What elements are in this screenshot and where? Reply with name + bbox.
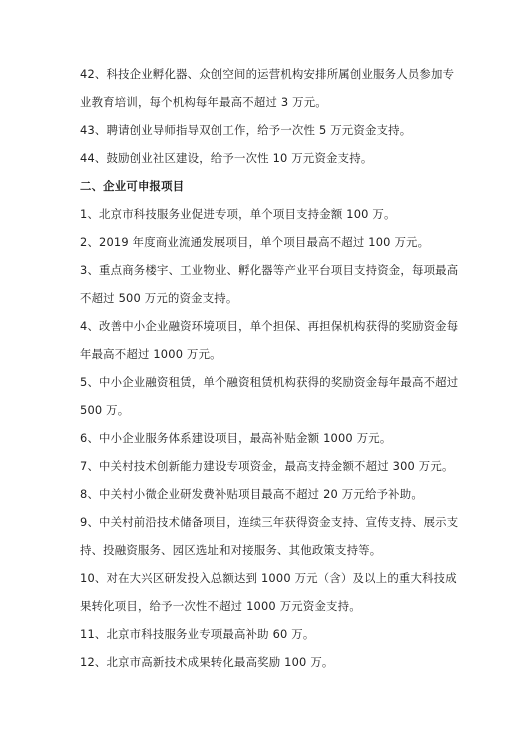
item-8: 8、中关村小微企业研发费补贴项目最高不超过 20 万元给予补助。 bbox=[80, 487, 423, 501]
item-6: 6、中小企业服务体系建设项目，最高补贴金额 1000 万元。 bbox=[80, 431, 392, 445]
item-9-line-1: 9、中关村前沿技术储备项目，连续三年获得资金支持、宣传支持、展示支 bbox=[80, 515, 459, 529]
item-44: 44、鼓励创业社区建设，给予一次性 10 万元资金支持。 bbox=[80, 151, 373, 165]
item-42-line-2: 业教育培训，每个机构每年最高不超过 3 万元。 bbox=[80, 95, 327, 109]
item-10-line-2: 果转化项目，给予一次性不超过 1000 万元资金支持。 bbox=[80, 599, 361, 613]
item-5-line-1: 5、中小企业融资租赁，单个融资租赁机构获得的奖励资金每年最高不超过 bbox=[80, 375, 459, 389]
item-2: 2、2019 年度商业流通发展项目，单个项目最高不超过 100 万元。 bbox=[80, 235, 430, 249]
item-42-line-1: 42、科技企业孵化器、众创空间的运营机构安排所属创业服务人员参加专 bbox=[80, 67, 455, 81]
item-5-line-2: 500 万。 bbox=[80, 403, 130, 417]
item-10-line-1: 10、对在大兴区研发投入总额达到 1000 万元（含）及以上的重大科技成 bbox=[80, 571, 457, 585]
item-7: 7、中关村技术创新能力建设专项资金，最高支持金额不超过 300 万元。 bbox=[80, 459, 454, 473]
item-1: 1、北京市科技服务业促进专项，单个项目支持金额 100 万。 bbox=[80, 207, 396, 221]
section-heading: 二、企业可申报项目 bbox=[80, 179, 185, 193]
item-11: 11、北京市科技服务业专项最高补助 60 万。 bbox=[80, 627, 315, 641]
item-43: 43、聘请创业导师指导双创工作，给予一次性 5 万元资金支持。 bbox=[80, 123, 412, 137]
item-3-line-2: 不超过 500 万元的资金支持。 bbox=[80, 291, 238, 305]
item-3-line-1: 3、重点商务楼宇、工业物业、孵化器等产业平台项目支持资金，每项最高 bbox=[80, 263, 459, 277]
item-4-line-2: 年最高不超过 1000 万元。 bbox=[80, 347, 222, 361]
item-4-line-1: 4、改善中小企业融资环境项目，单个担保、再担保机构获得的奖励资金每 bbox=[80, 319, 459, 333]
item-9-line-2: 持、投融资服务、园区选址和对接服务、其他政策支持等。 bbox=[80, 543, 382, 557]
item-12: 12、北京市高新技术成果转化最高奖励 100 万。 bbox=[80, 655, 334, 669]
